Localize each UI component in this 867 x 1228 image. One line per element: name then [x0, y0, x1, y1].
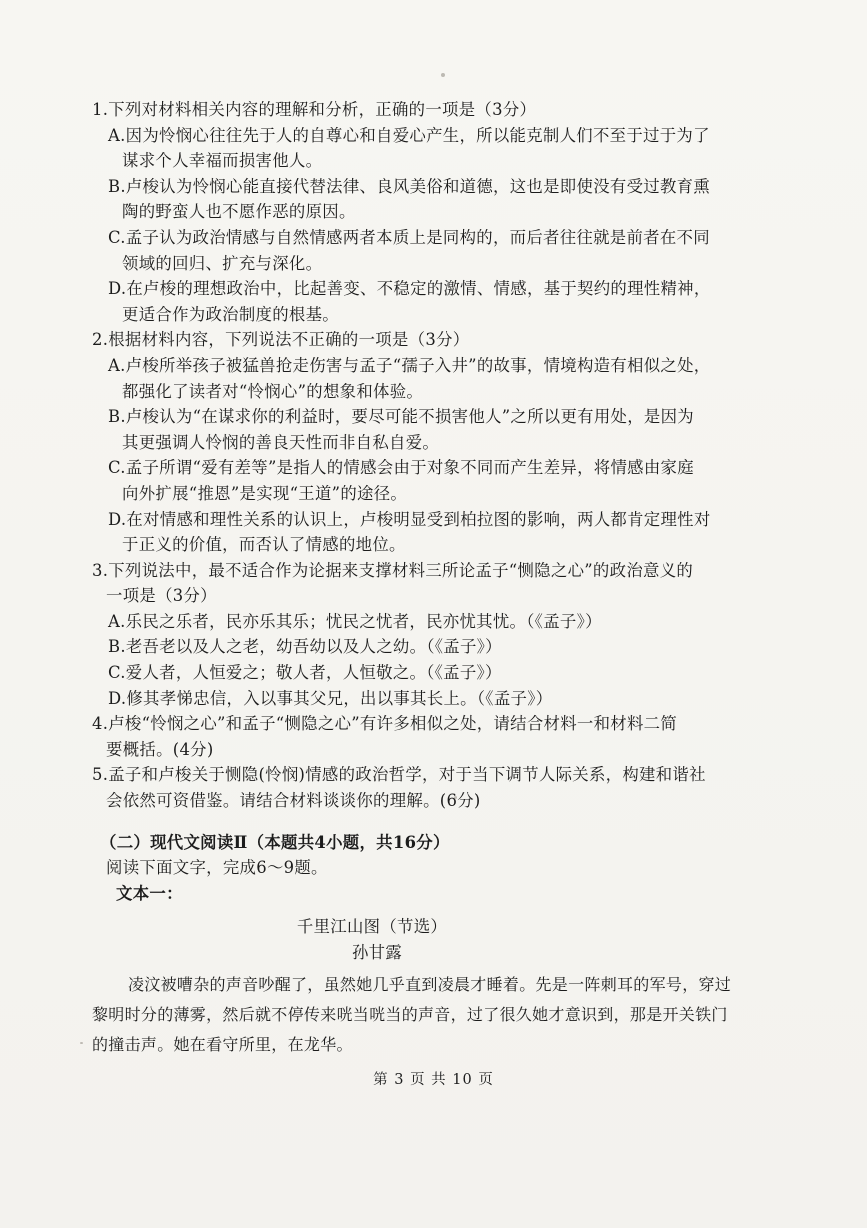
option-a: A.因为怜悯心往往先于人的自尊心和自爱心产生，所以能克制人们不至于过于为了 谋求个人幸福而损害他人。 [108, 125, 710, 171]
question-stem: 2.根据材料内容，下列说法不正确的一项是（3分） [92, 330, 470, 350]
option-a: A.乐民之乐者，民亦乐其乐；忧民之忧者，民亦忧其忧。（《孟子》） [108, 611, 602, 631]
question-stem: 4.卢梭“怜悯之心”和孟子“恻隐之心”有许多相似之处，请结合材料一和材料二简 要概括。(4分) [92, 714, 678, 759]
option-c: C.孟子认为政治情感与自然情感两者本质上是同构的，而后者往往就是前者在不同 领域的回归、扩充与深化。 [108, 227, 710, 273]
option-b: B.卢梭认为“在谋求你的利益时，要尽可能不损害他人”之所以更有用处，是因为 其更强调人怜悯的善良天性而非自私自爱。 [108, 407, 695, 452]
scan-speck [441, 73, 445, 77]
section-title: （二）现代文阅读Ⅱ（本题共4小题，共16分） [100, 832, 450, 852]
page-footer: 第 3 页 共 10 页 [373, 1072, 494, 1088]
option-d: D.修其孝悌忠信，入以事其父兄，出以事其长上。（《孟子》） [108, 688, 553, 708]
option-b: B.卢梭认为怜悯心能直接代替法律、良风美俗和道德，这也是即使没有受过教育熏 陶的野蛮人也不愿作恶的原因。 [108, 176, 711, 222]
option-b: B.老吾老以及人之老，幼吾幼以及人之幼。（《孟子》） [108, 637, 502, 657]
question-3 [92, 558, 732, 712]
article-author: 孙甘露 [351, 943, 403, 962]
question-stem: 5.孟子和卢梭关于恻隐(怜悯)情感的政治哲学，对于当下调节人际关系，构建和谐社 会依然可资借鉴。请结合材料谈谈你的理解。(6分) [92, 765, 706, 811]
option-c: C.孟子所谓“爱有差等”是指人的情感会由于对象不同而产生差异，将情感由家庭 向外扩展“推恩”是实现“王道”的途径。 [108, 458, 694, 503]
article-title: 千里江山图（节选） [296, 917, 448, 937]
question-content [92, 97, 732, 1060]
question-1 [92, 97, 732, 327]
option-d: D.在对情感和理性关系的认识上，卢梭明显受到柏拉图的影响，两人都肯定理性对 于正义的价值，而否认了情感的地位。 [108, 509, 711, 555]
question-5 [92, 762, 732, 813]
question-stem: 3.下列说法中，最不适合作为论据来支撑材料三所论孟子“恻隐之心”的政治意义的 一项是（3分） [92, 560, 694, 606]
question-stem: 1.下列对材料相关内容的理解和分析，正确的一项是（3分） [92, 100, 537, 119]
reading-section [92, 830, 732, 1060]
option-a: A.卢梭所举孩子被猛兽抢走伤害与孟子“孺子入井”的故事，情境构造有相似之处， 都强化了读者对“怜悯心”的想象和体验。 [108, 355, 711, 401]
question-2 [92, 327, 732, 557]
scan-speck [80, 1042, 83, 1044]
text-label: 文本一： [116, 883, 183, 903]
option-c: C.爱人者，人恒爱之；敬人者，人恒敬之。（《孟子》） [108, 663, 502, 683]
question-4 [92, 711, 732, 762]
option-d: D.在卢梭的理想政治中，比起善变、不稳定的激情、情感，基于契约的理性精神， 更适合作为政治制度的根基。 [108, 279, 711, 324]
section-instruction: 阅读下面文字，完成6～9题。 [106, 858, 328, 878]
article-paragraph: 凌汶被嘈杂的声音吵醒了，虽然她几乎直到凌晨才睡着。先是一阵刺耳的军号，穿过黎明时分的薄雾，然后就不停传来咣当咣当的声音，过了很久她才意识到，那是开关铁门的撞击声。她在看守所里，在龙华。 [92, 974, 732, 1054]
